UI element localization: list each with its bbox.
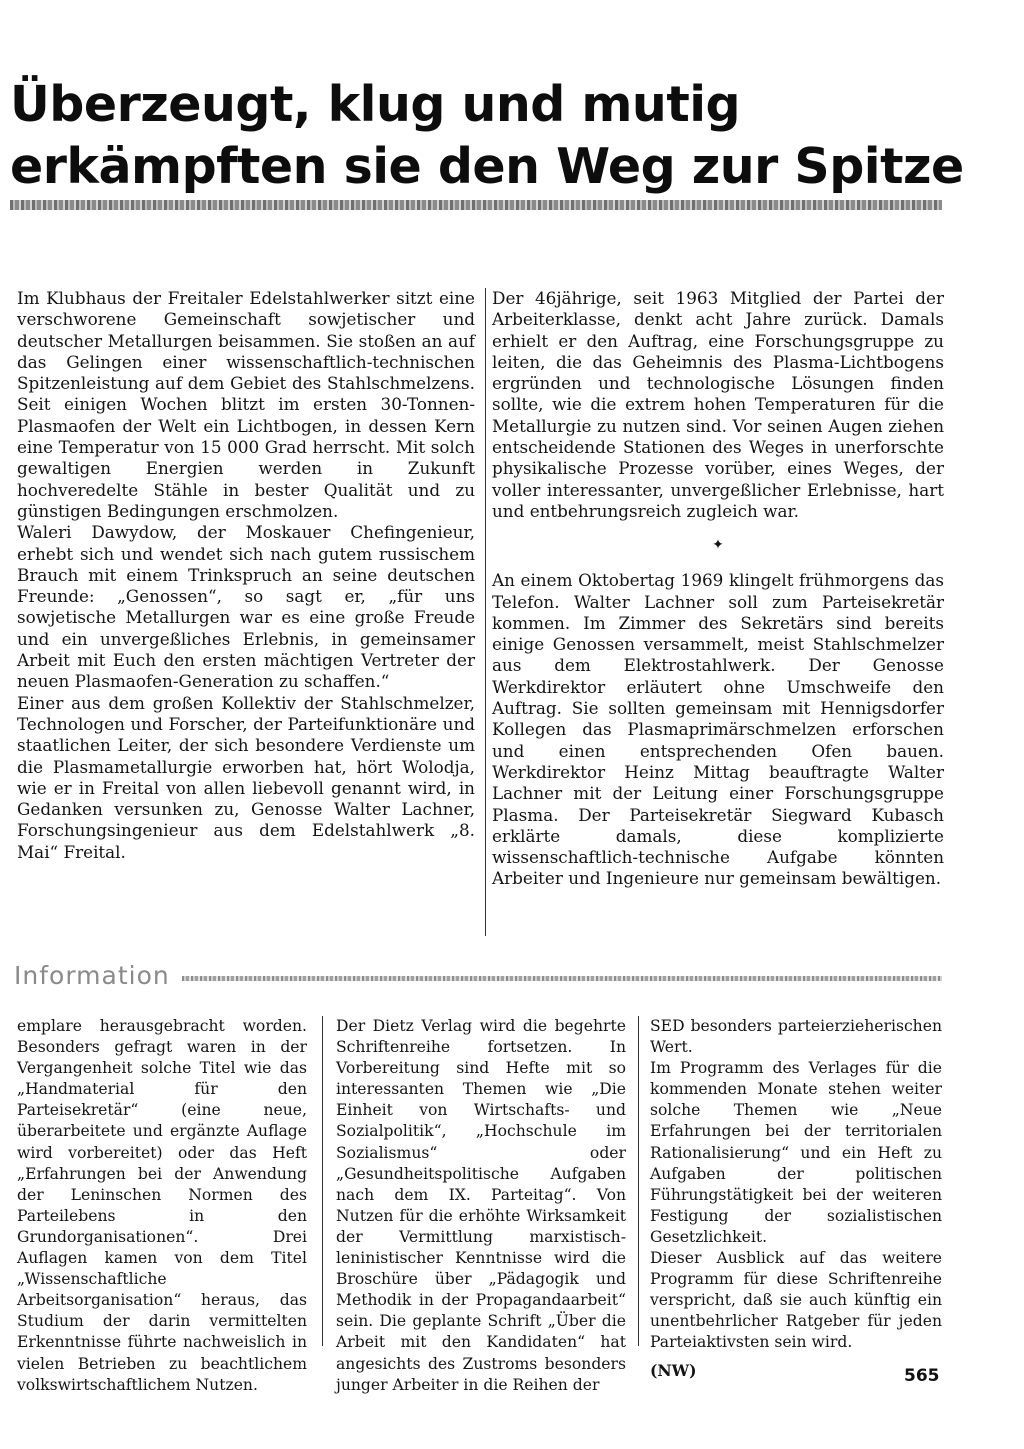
- information-column-3: [650, 1016, 942, 1381]
- column-divider: [322, 1016, 323, 1346]
- headline-line-1: Überzeugt, klug und mutig: [10, 76, 741, 133]
- information-column-2: [336, 1016, 626, 1396]
- headline-line-2: erkämpften sie den Weg zur Spitze: [10, 138, 964, 195]
- information-column-1: [17, 1016, 307, 1396]
- information-heading: Information: [14, 961, 170, 990]
- article-paragraph: Waleri Dawydow, der Moskauer Chefingenieur, erhebt sich und wendet sich nach gutem russischem Brauch mit einem Trinkspruch an seine deutschen Freunde: „Genossen“, so sagt er, „für uns sowjetische Metallurgen war es eine große Freude und ein unvergeßliches Erlebnis, in gemeinsamer Arbeit mit Euch den ersten mächtigen Vertreter der neuen Plasmaofen-Generation zu schaffen.“: [17, 522, 475, 692]
- headline-rule: [10, 200, 942, 210]
- information-paragraph: Der Dietz Verlag wird die begehrte Schriftenreihe fortsetzen. In Vorbereitung sind Hefte mit so interessanten Themen wie „Die Einheit von Wirtschafts- und Sozialpolitik“, „Hochschule im Sozialismus“ oder „Gesundheitspolitische Aufgaben nach dem IX. Parteitag“. Von Nutzen für die erhöhte Wirksamkeit der Vermittlung marxistisch-leninistischer Kenntnisse wird die Broschüre über „Pädagogik und Methodik in der Propagandaarbeit“ sein. Die geplante Schrift „Über die Arbeit mit den Kandidaten“ hat angesichts des Zustroms besonders junger Arbeiter in die Reihen der: [336, 1017, 626, 1394]
- section-divider-icon: ✦: [712, 537, 724, 554]
- information-paragraph: SED besonders parteierzieherischen Wert.: [650, 1017, 942, 1057]
- column-divider: [485, 288, 486, 936]
- information-rule: [182, 976, 942, 981]
- author-signature: (NW): [650, 1360, 697, 1380]
- information-paragraph: emplare herausgebracht worden. Besonders gefragt waren in der Vergangenheit solche Titel wie das „Handmaterial für den Parteisekretär“ (eine neue, überarbeitete und ergänzte Auflage wird vorbereitet) oder das Heft „Erfahrungen bei der Anwendung der Leninschen Normen des Parteilebens in den Grundorganisationen“. Drei Auflagen kamen von dem Titel „Wissenschaftliche Arbeitsorganisation“ heraus, das Studium der darin vermittelten Erkenntnisse führte nachweislich in vielen Betrieben zu beachtlichem volkswirtschaftlichem Nutzen.: [17, 1017, 307, 1394]
- article-paragraph: An einem Oktobertag 1969 klingelt frühmorgens das Telefon. Walter Lachner soll zum Parteisekretär kommen. Im Zimmer des Sekretärs sind bereits einige Genossen versammelt, meist Stahlschmelzer aus dem Elektrostahlwerk. Der Genosse Werkdirektor erläutert ohne Umschweife den Auftrag. Sie sollten gemeinsam mit Hennigsdorfer Kollegen das Plasmaprimärschmelzen erforschen und einen entsprechenden Ofen bauen. Werkdirektor Heinz Mittag beauftragte Walter Lachner mit der Leitung einer Forschungsgruppe Plasma. Der Parteisekretär Siegward Kubasch erklärte damals, diese komplizierte wissenschaftlich-technische Aufgabe könnten Arbeiter und Ingenieure nur gemeinsam bewältigen.: [492, 570, 944, 889]
- article-paragraph: Der 46jährige, seit 1963 Mitglied der Partei der Arbeiterklasse, denkt acht Jahre zurück. Damals erhielt er den Auftrag, eine Forschungsgruppe zu leiten, die das Geheimnis des Plasma-Lichtbogens ergründen und technologische Lösungen finden sollte, wie die extrem hohen Temperaturen für die Metallurgie zu nutzen sind. Vor seinen Augen ziehen entscheidende Stationen des Weges in unerforschte physikalische Prozesse vorüber, eines Weges, der voller interessanter, unvergeßlicher Erlebnisse, hart und entbehrungsreich zugleich war.: [492, 288, 944, 521]
- column-divider: [638, 1016, 639, 1346]
- information-paragraph: Im Programm des Verlages für die kommenden Monate stehen weiter solche Themen wie „Neue Erfahrungen bei der territorialen Rationalisierung“ und ein Heft zu Aufgaben der politischen Führungstätigkeit bei der weiteren Festigung der sozialistischen Gesetzlichkeit.: [650, 1059, 942, 1246]
- headline: [10, 74, 970, 198]
- article-column-right: [492, 288, 944, 890]
- article-paragraph: Einer aus dem großen Kollektiv der Stahlschmelzer, Technologen und Forscher, der Parteifunktionäre und staatlichen Leiter, der sich besondere Verdienste um die Plasmametallurgie erworben hat, hört Wolodja, wie er in Freital von allen liebevoll genannt wird, in Gedanken versunken zu, Genosse Walter Lachner, Forschungsingenieur aus dem Edelstahlwerk „8. Mai“ Freital.: [17, 692, 475, 862]
- article-column-left: [17, 288, 475, 863]
- page-number: 565: [904, 1366, 940, 1386]
- information-paragraph: Dieser Ausblick auf das weitere Programm für diese Schriftenreihe verspricht, daß sie auch künftig ein unentbehrlicher Ratgeber für jeden Parteiaktivsten sein wird.: [650, 1249, 942, 1352]
- article-paragraph: Im Klubhaus der Freitaler Edelstahlwerker sitzt eine verschworene Gemeinschaft sowjetischer und deutscher Metallurgen beisammen. Sie stoßen an auf das Gelingen einer wissenschaftlich-technischen Spitzenleistung auf dem Gebiet des Stahlschmelzens. Seit einigen Wochen blitzt im ersten 30-Tonnen-Plasmaofen der Welt ein Lichtbogen, in dessen Kern eine Temperatur von 15 000 Grad herrscht. Mit solch gewaltigen Energien werden in Zukunft hochveredelte Stähle in bester Qualität und zu günstigen Bedingungen erschmolzen.: [17, 288, 475, 521]
